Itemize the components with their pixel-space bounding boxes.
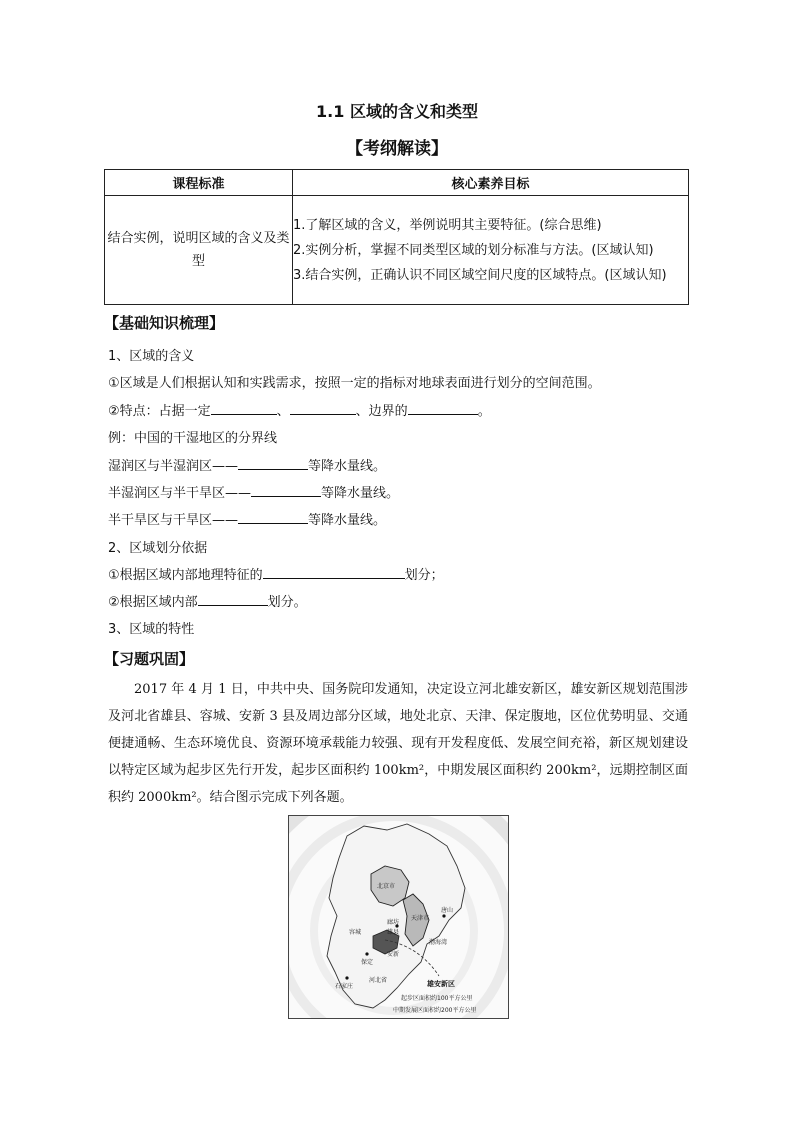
text-fragment: 半干旱区与干旱区—— bbox=[108, 513, 239, 528]
city-dot bbox=[345, 976, 348, 979]
item1-definition: ①区域是人们根据认知和实践需求，按照一定的指标对地球表面进行划分的空间范围。 bbox=[108, 376, 601, 391]
objective-item: 2.实例分析，掌握不同类型区域的划分标准与方法。(区域认知) bbox=[293, 242, 654, 258]
label-langfang: 廊坊 bbox=[387, 919, 400, 926]
text-fragment: 划分。 bbox=[267, 595, 307, 610]
text-fragment: 湿润区与半湿润区—— bbox=[108, 459, 239, 474]
label-baoding: 保定 bbox=[361, 959, 374, 966]
label-shijiazhuang: 石家庄 bbox=[335, 983, 354, 990]
label-anxin: 安新 bbox=[387, 951, 400, 958]
fill-blank[interactable] bbox=[198, 593, 268, 606]
item2-criterion1 bbox=[108, 564, 444, 583]
example-line: 例：中国的干湿地区的分界线 bbox=[108, 431, 278, 446]
section-title-syllabus: 【考纲解读】 bbox=[346, 139, 448, 159]
fill-blank[interactable] bbox=[238, 457, 308, 470]
text-fragment: 半湿润区与半干旱区—— bbox=[108, 486, 252, 501]
item3-title: 3、区域的特性 bbox=[108, 622, 195, 637]
fill-blank[interactable] bbox=[251, 484, 321, 497]
text-fragment: 等降水量线。 bbox=[308, 513, 387, 528]
text-fragment: 。 bbox=[477, 404, 491, 419]
objective-item: 3.结合实例，正确认识不同区域空间尺度的区域特点。(区域认知) bbox=[293, 267, 667, 283]
example-semiarid bbox=[108, 509, 386, 528]
example-humid bbox=[108, 455, 386, 474]
label-hebei: 河北省 bbox=[369, 977, 388, 984]
fill-blank[interactable] bbox=[408, 402, 478, 415]
text-fragment: 、边界的 bbox=[355, 404, 408, 419]
label-tangshan: 唐山 bbox=[441, 907, 454, 914]
fill-blank[interactable] bbox=[263, 566, 405, 579]
label-rongcheng: 容城 bbox=[349, 929, 362, 936]
objective-item: 1.了解区域的含义，举例说明其主要特征。(综合思维) bbox=[293, 217, 602, 233]
section-heading-basics: 【基础知识梳理】 bbox=[104, 314, 225, 332]
text-fragment: ②特点：占据一定 bbox=[108, 404, 211, 419]
table-header-row bbox=[105, 170, 689, 196]
fill-blank[interactable] bbox=[290, 402, 356, 415]
section-heading-exercise: 【习题巩固】 bbox=[104, 650, 195, 668]
exercise-paragraph: 2017 年 4 月 1 日，中共中央、国务院印发通知，决定设立河北雄安新区，雄安新区规划范围涉及河北省雄县、容城、安新 3 县及周边部分区域，地处北京、天津、保定腹地，区位优势明显、交通便捷通畅、生态环境优良、资源环境承载能力较强、现有开发程度低、发展空间充裕，新区规划建设以特定区域为起步区先行开发，起步区面积约 100km²，中期发展区面积约 200km²，远期控制区面积约 2000km²。结合图示完成下列各题。 bbox=[108, 682, 688, 805]
example-semihumid bbox=[108, 482, 399, 501]
text-fragment: ②根据区域内部 bbox=[108, 595, 198, 610]
table-header-objectives: 核心素养目标 bbox=[293, 170, 689, 196]
text-fragment: 、 bbox=[276, 404, 290, 419]
text-fragment: 等降水量线。 bbox=[321, 486, 400, 501]
map-svg bbox=[289, 816, 508, 1018]
city-dot bbox=[442, 914, 445, 917]
text-fragment: 划分； bbox=[404, 568, 444, 583]
city-dot bbox=[365, 952, 368, 955]
course-standard-cell: 结合实例，说明区域的含义及类型 bbox=[105, 196, 293, 305]
label-xiongxian: 雄县 bbox=[387, 929, 400, 936]
table-header-standard: 课程标准 bbox=[105, 170, 293, 196]
xiongan-map bbox=[288, 815, 509, 1019]
item1-title: 1、区域的含义 bbox=[108, 349, 195, 364]
table-row bbox=[105, 196, 689, 305]
legend-mid-area: 中期发展区面积约200平方公里 bbox=[393, 1007, 477, 1014]
legend-start-area: 起步区面积约100平方公里 bbox=[401, 995, 473, 1002]
label-tianjin: 天津市 bbox=[411, 915, 430, 922]
objectives-cell bbox=[293, 196, 689, 305]
text-fragment: ①根据区域内部地理特征的 bbox=[108, 568, 263, 583]
fill-blank[interactable] bbox=[211, 402, 277, 415]
objectives-table bbox=[104, 169, 689, 305]
label-xiongan: 雄安新区 bbox=[427, 980, 455, 988]
item1-features bbox=[108, 400, 491, 419]
fill-blank[interactable] bbox=[238, 511, 308, 524]
item2-title: 2、区域划分依据 bbox=[108, 541, 208, 556]
page-title: 1.1 区域的含义和类型 bbox=[316, 102, 478, 121]
label-beijing: 北京市 bbox=[377, 883, 396, 890]
text-fragment: 等降水量线。 bbox=[308, 459, 387, 474]
item2-criterion2 bbox=[108, 591, 307, 610]
label-bozhaihai: 渤海湾 bbox=[429, 939, 448, 946]
